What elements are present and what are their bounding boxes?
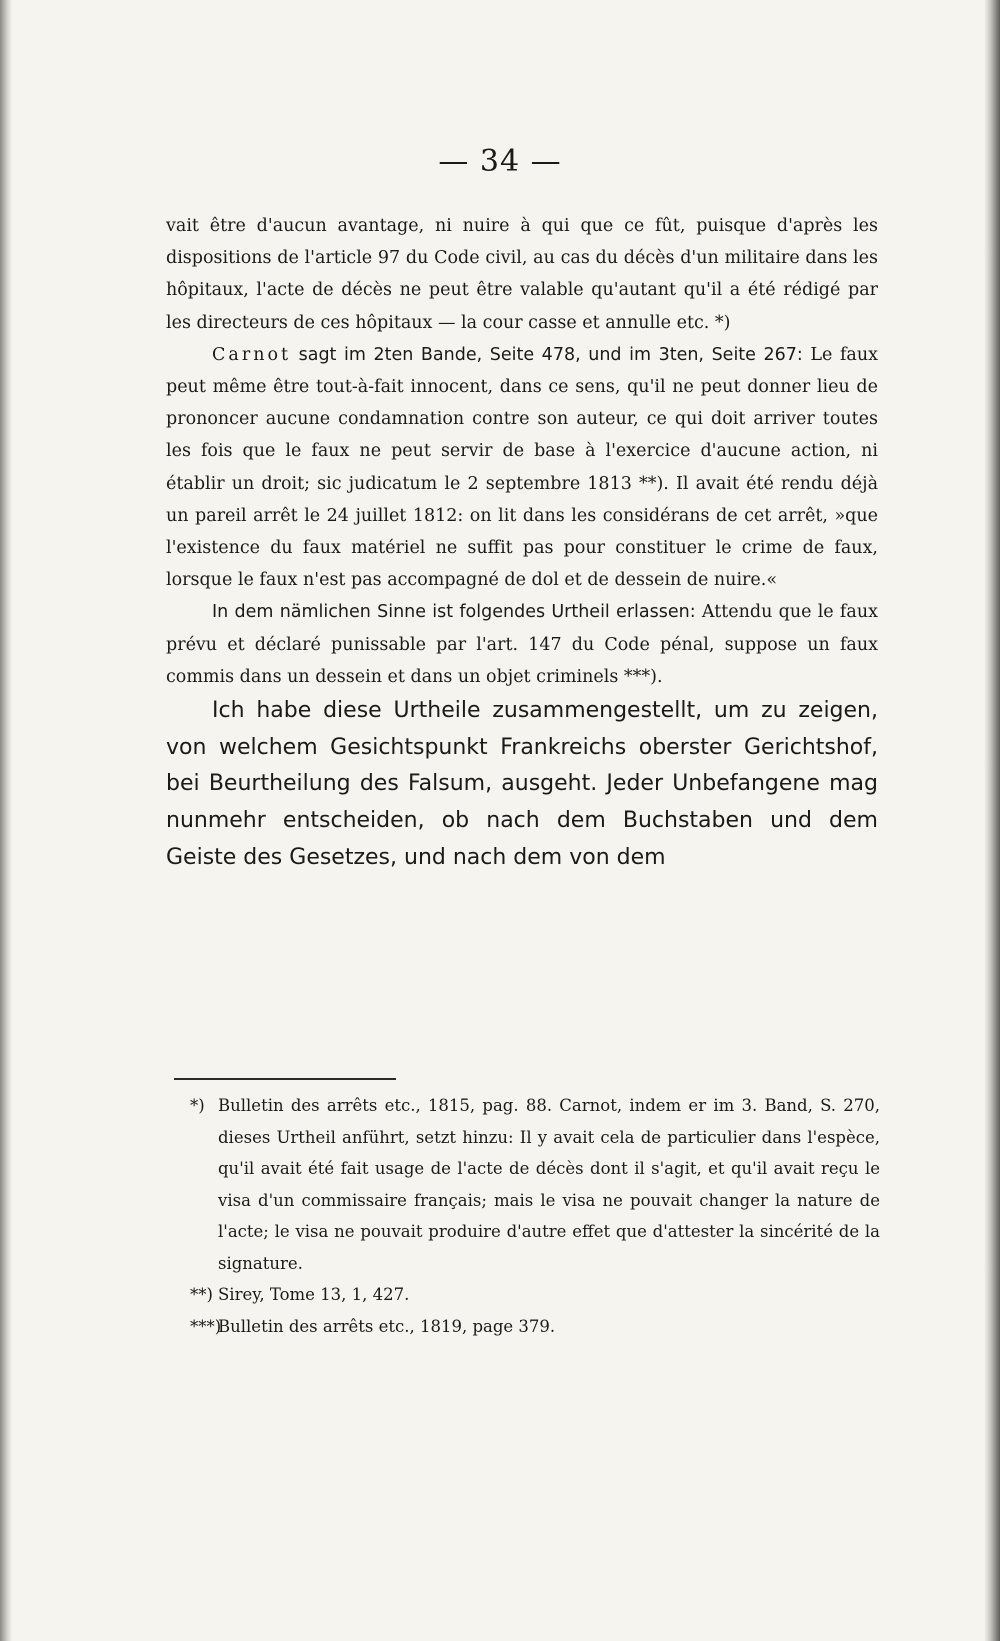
paragraph-2-german: sagt im 2ten Bande, Seite 478, und im 3ten, Seite 267: xyxy=(291,344,811,365)
footnote-2 xyxy=(190,1279,880,1311)
paragraph-3 xyxy=(166,596,878,693)
paragraph-3-french: Attendu que le faux prévu et déclaré punissable par l'art. 147 du Code pénal, suppose un faux commis dans un dessein et dans un objet criminels ***). xyxy=(166,602,878,687)
footnote-1 xyxy=(190,1090,880,1279)
footnote-2-marker: **) xyxy=(190,1285,213,1304)
paragraph-3-german: In dem nämlichen Sinne ist folgendes Urtheil erlassen: xyxy=(212,602,702,623)
author-name: Carnot xyxy=(212,344,292,365)
paragraph-2-french: Le faux peut même être tout-à-fait innocent, dans ce sens, qu'il ne peut donner lieu de prononcer aucune condamnation contre son auteur, ce qui doit arriver toutes les fois que le faux ne peut servir de base à l'exercice d'aucune action, ni établir un droit; sic judicatum le 2 septembre 1813 **). Il avait été rendu déjà un pareil arrêt le 24 juillet 1812: on lit dans les considérans de cet arrêt, »que l'existence du faux matériel ne suffit pas pour constituer le crime de faux, lorsque le faux n'est pas accompagné de dol et de dessein de nuire.« xyxy=(166,344,878,591)
page-edge-left xyxy=(0,0,12,1641)
page-number: — 34 — xyxy=(438,144,562,179)
paragraph-2 xyxy=(166,339,878,597)
paragraph-4: Ich habe diese Urtheile zusammengestellt, um zu zeigen, von welchem Gesichtspunkt Frankreichs oberster Gerichtshof, bei Beurtheilung des Falsum, ausgeht. Jeder Unbefangene mag nunmehr entscheiden, ob nach dem Buchstaben und dem Geiste des Gesetzes, und nach dem von dem xyxy=(166,698,878,870)
footnote-3-text: Bulletin des arrêts etc., 1819, page 379. xyxy=(218,1316,556,1336)
footnote-1-text: Bulletin des arrêts etc., 1815, pag. 88. Carnot, indem er im 3. Band, S. 270, dieses Urtheil anführt, setzt hinzu: Il y avait cela de particulier dans l'espèce, qu'il avait été fait usage de l'acte de décès dont il s'agit, et qu'il avait reçu le visa d'un commissaire français; mais le visa ne pouvait changer la nature de l'acte; le visa ne pouvait produire d'autre effet que d'attester la sincérité de la signature. xyxy=(218,1096,880,1273)
footnote-1-marker: *) xyxy=(190,1096,205,1115)
footnote-separator xyxy=(174,1078,396,1080)
footnotes xyxy=(190,1090,880,1342)
page-edge-right xyxy=(984,0,1000,1641)
footnote-2-text: Sirey, Tome 13, 1, 427. xyxy=(218,1285,410,1304)
main-text xyxy=(166,210,878,877)
paragraph-1: vait être d'aucun avantage, ni nuire à qui que ce fût, puisque d'après les dispositions de l'article 97 du Code civil, au cas du décès d'un militaire dans les hôpitaux, l'acte de décès ne peut être valable qu'autant qu'il a été rédigé par les directeurs de ces hôpitaux — la cour casse et annulle etc. *) xyxy=(166,216,878,333)
footnote-3 xyxy=(190,1311,880,1343)
footnote-3-marker: ***) xyxy=(190,1316,222,1336)
